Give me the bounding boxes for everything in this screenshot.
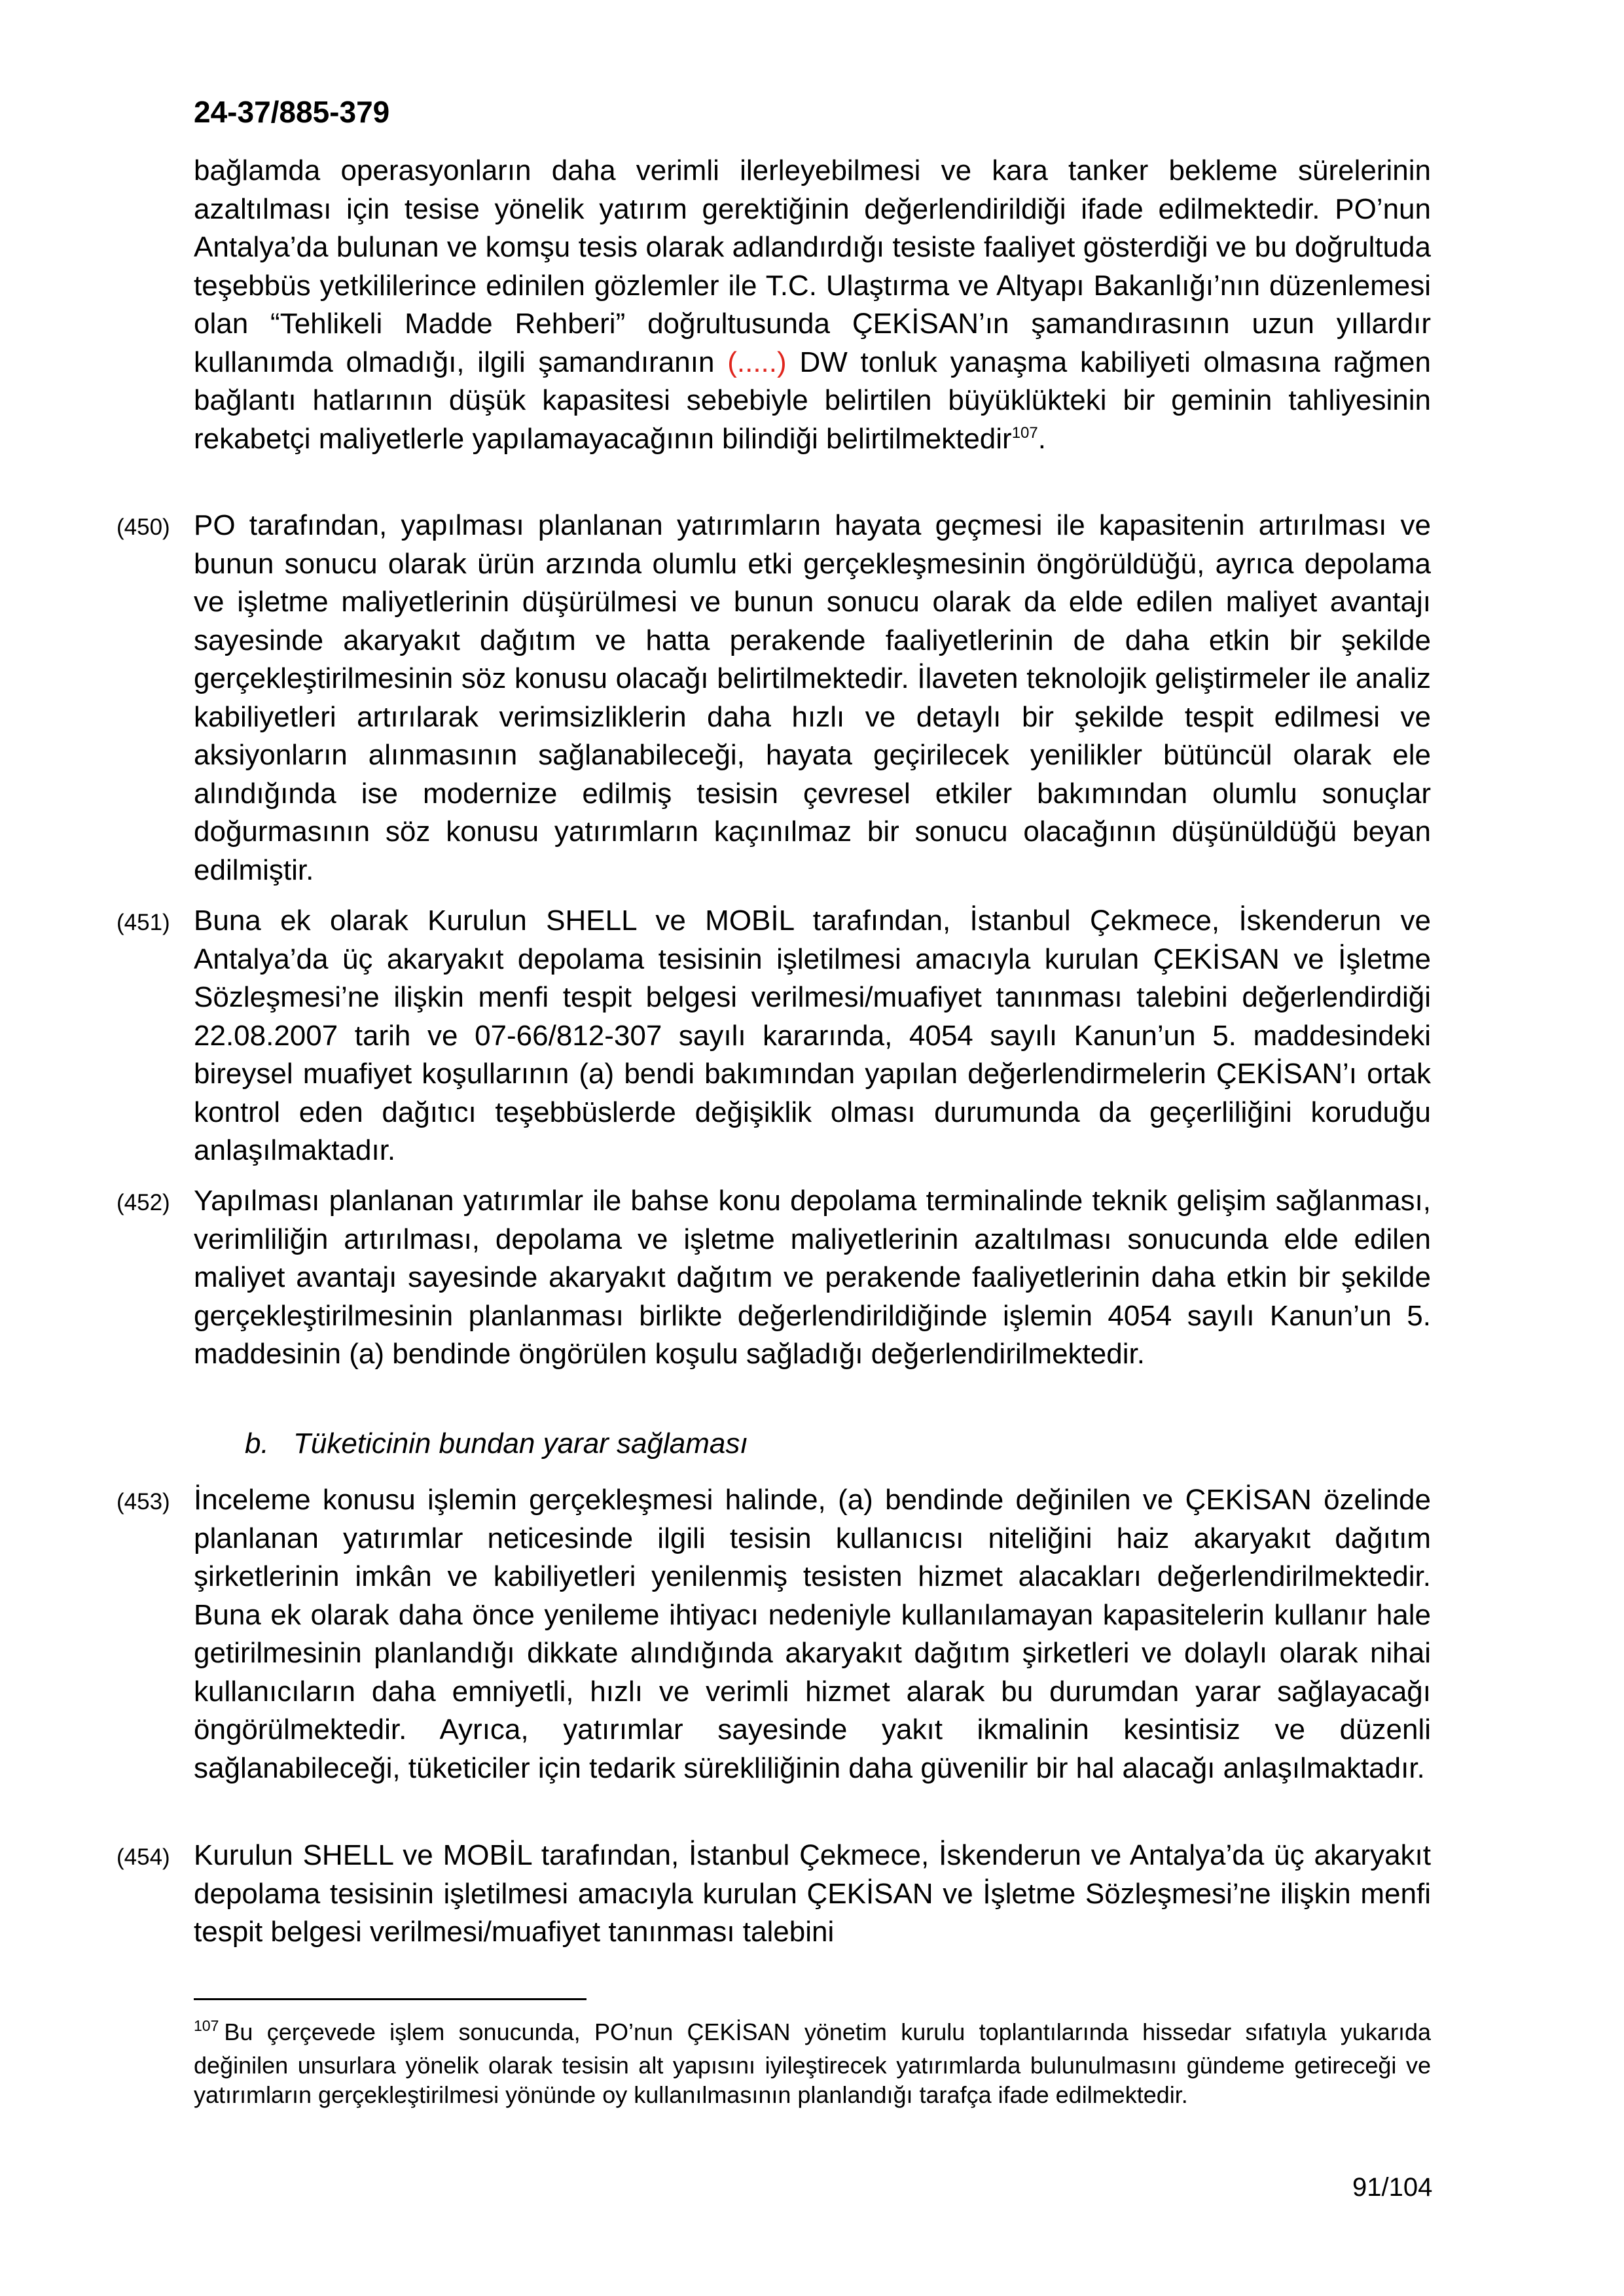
- paragraph-number-451: (451): [117, 910, 170, 935]
- paragraph-450: PO tarafından, yapılması planlanan yatırımların hayata geçmesi ile kapasitenin artırılması ve bunun sonucu olarak ürün arzında olumlu etki gerçekleşmesinin öngörüldüğü, ayrıca depolama ve işletme maliyetlerinin düşürülmesi ve bunun sonucu olarak da elde edilen maliyet avantajı sayesinde akaryakıt dağıtım ve hatta perakende faaliyetlerinin de daha etkin bir şekilde gerçekleştirilmesinin söz konusu olacağı belirtilmektedir. İlaveten teknolojik geliştirmeler ile analiz kabiliyetleri artırılarak verimsizliklerin daha hızlı ve detaylı bir şekilde tespit edilmesi ve aksiyonların alınmasının sağlanabileceği, hayata geçirilecek yenilikler bütüncül olarak ele alındığında ise modernize edilmiş tesisin çevresel etkiler bakımından olumlu sonuçlar doğurmasının söz konusu yatırımların kaçınılmaz bir sonucu olacağının düşünüldüğü beyan edilmiştir.: [194, 509, 1431, 886]
- footnote-reference: 107: [1011, 423, 1038, 442]
- paragraph-number-452: (452): [117, 1190, 170, 1215]
- document-id: 24-37/885-379: [194, 95, 390, 129]
- paragraph-453: İnceleme konusu işlemin gerçekleşmesi halinde, (a) bendinde değinilen ve ÇEKİSAN özelinde planlanan yatırımlar neticesinde ilgili tesisin kullanıcısı niteliğini haiz akaryakıt dağıtım şirketlerinin imkân ve kabiliyetleri yenilenmiş tesisten hizmet alacakları değerlendirilmektedir. Buna ek olarak daha önce yenileme ihtiyacı nedeniyle kullanılamayan kapasitelerin kullanır hale getirilmesinin planlandığı dikkate alındığında akaryakıt dağıtım şirketleri ve dolaylı olarak nihai kullanıcıların daha emniyetli, hızlı ve verimli hizmet alarak bu durumdan yarar sağlayacağı öngörülmektedir. Ayrıca, yatırımlar sayesinde yakıt ikmalinin kesintisiz ve düzenli sağlanabileceği, tüketiciler için tedarik sürekliliğinin daha güvenilir bir hal alacağı anlaşılmaktadır.: [194, 1484, 1431, 1784]
- section-subheading: [245, 1425, 748, 1463]
- redacted-value: (.....): [727, 346, 787, 378]
- footnote-text: Bu çerçevede işlem sonucunda, PO’nun ÇEKİSAN yönetim kurulu toplantılarında hissedar sıfatıyla yukarıda değinilen unsurlara yönelik olarak tesisin alt yapısını iyileştirecek yatırımlarda bulunulmasını gündeme getireceği ve yatırımların gerçekleştirilmesi yönünde oy kullanılmasının planlandığı tarafça ifade edilmektedir.: [194, 2018, 1431, 2108]
- paragraph-452: Yapılması planlanan yatırımlar ile bahse konu depolama terminalinde teknik gelişim sağlanması, verimliliğin artırılması, depolama ve işletme maliyetlerinin azaltılması sonucunda elde edilen maliyet avantajı sayesinde akaryakıt dağıtım ve perakende faaliyetlerinin daha etkin bir şekilde gerçekleştirilmesinin planlanması birlikte değerlendirildiğinde işlemin 4054 sayılı Kanun’un 5. maddesinin (a) bendinde öngörülen koşulu sağladığı değerlendirilmektedir.: [194, 1185, 1431, 1370]
- continuation-period: .: [1038, 422, 1046, 455]
- subheading-text: Tüketicinin bundan yarar sağlaması: [293, 1427, 748, 1460]
- footnote-divider: [194, 1998, 586, 2000]
- continuation-text-end: DW tonluk yanaşma kabiliyeti olmasına rağmen bağlantı hatlarının düşük kapasitesi sebebiyle belirtilen büyüklükteki bir geminin tahliyesinin rekabetçi maliyetlerle yapılamayacağının bilindiği belirtilmektedir: [194, 346, 1431, 455]
- subheading-letter: b.: [245, 1427, 269, 1460]
- continuation-text-start: bağlamda operasyonların daha verimli ilerleyebilmesi ve kara tanker bekleme sürelerinin azaltılması için tesise yönelik yatırım gerektiğinin değerlendirildiği ifade edilmektedir. PO’nun Antalya’da bulunan ve komşu tesis olarak adlandırdığı tesiste faaliyet gösterdiği ve bu doğrultuda teşebbüs yetkililerince edinilen gözlemler ile T.C. Ulaştırma ve Altyapı Bakanlığı’nın düzenlemesi olan “Tehlikeli Madde Rehberi” doğrultusunda ÇEKİSAN’ın şamandırasının uzun yıllardır kullanımda olmadığı, ilgili şamandıranın: [194, 154, 1431, 378]
- paragraph-454: Kurulun SHELL ve MOBİL tarafından, İstanbul Çekmece, İskenderun ve Antalya’da üç akaryakıt depolama tesisinin işletilmesi amacıyla kurulan ÇEKİSAN ve İşletme Sözleşmesi’ne ilişkin menfi tespit belgesi verilmesi/muafiyet tanınması talebini: [194, 1839, 1431, 1948]
- paragraph-number-454: (454): [117, 1844, 170, 1870]
- footnote: [194, 2017, 1431, 2110]
- paragraph-number-450: (450): [117, 514, 170, 540]
- paragraph-number-453: (453): [117, 1489, 170, 1515]
- footnote-mark: 107: [194, 2017, 219, 2034]
- continuation-paragraph: [194, 152, 1431, 463]
- page-number: 91/104: [1352, 2173, 1433, 2202]
- paragraph-451: Buna ek olarak Kurulun SHELL ve MOBİL tarafından, İstanbul Çekmece, İskenderun ve Antalya’da üç akaryakıt depolama tesisinin işletilmesi amacıyla kurulan ÇEKİSAN ve İşletme Sözleşmesi’ne ilişkin menfi tespit belgesi verilmesi/muafiyet tanınması talebini değerlendirdiği 22.08.2007 tarih ve 07-66/812-307 sayılı kararında, 4054 sayılı Kanun’un 5. maddesindeki bireysel muafiyet koşullarının (a) bendi bakımından yapılan değerlendirmelerin ÇEKİSAN’ı ortak kontrol eden dağıtıcı teşebbüslerde değişiklik olması durumunda da geçerliliğini koruduğu anlaşılmaktadır.: [194, 905, 1431, 1166]
